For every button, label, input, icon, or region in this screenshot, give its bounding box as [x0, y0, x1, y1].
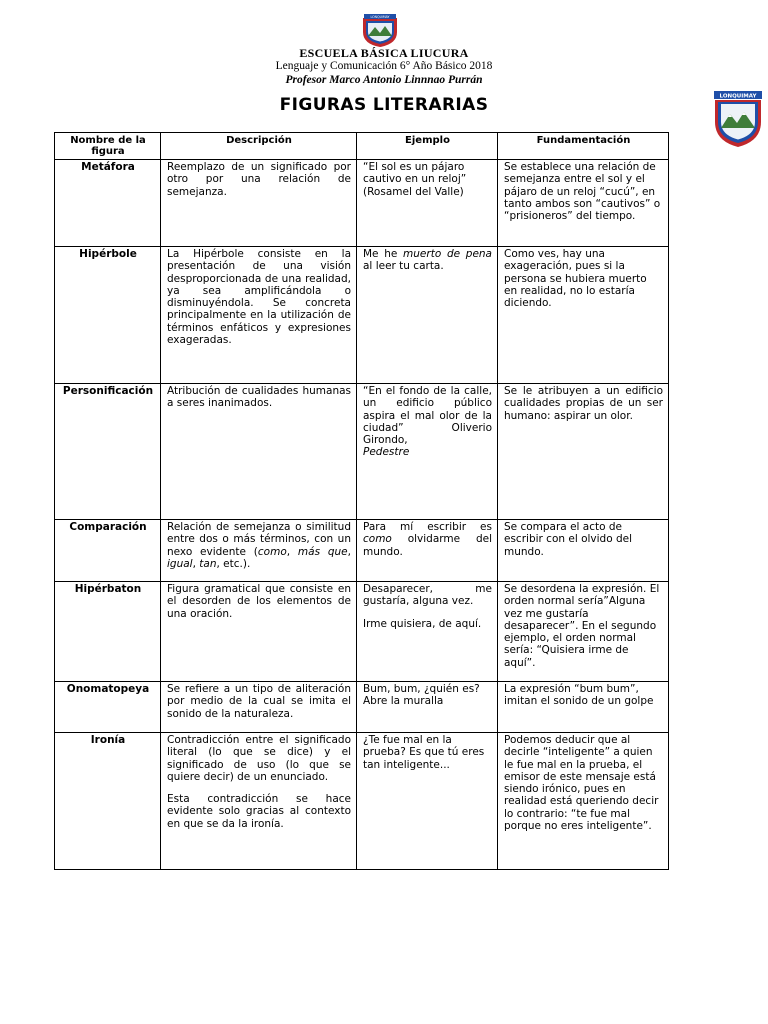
- table-row: [55, 582, 669, 682]
- figure-example: [357, 582, 498, 682]
- figure-description: Figura gramatical que consiste en el desorden de los elementos de una oración.: [161, 582, 357, 682]
- description-text: , etc.).: [216, 557, 251, 570]
- example-italic-text: como: [363, 533, 392, 546]
- school-crest-icon: [359, 12, 401, 48]
- description-paragraph: Contradicción entre el significado literal (lo que se dice) y el significado de uso (lo que se quiere decir) de un enunciado.: [167, 734, 351, 783]
- figure-basis: La expresión “bum bum”, imitan el sonido de un golpe: [498, 682, 669, 733]
- table-header-row: [55, 133, 669, 160]
- figure-name: Onomatopeya: [55, 682, 161, 733]
- description-text: ,: [192, 557, 200, 570]
- example-paragraph: Desaparecer, me gustaría, alguna vez.: [363, 583, 492, 608]
- figure-basis: Se establece una relación de semejanza entre el sol y el pájaro de un reloj “cucú”, en tanto ambos son “cautivos” o “prisioneros” del tiempo.: [498, 160, 669, 247]
- figure-example: Bum, bum, ¿quién es? Abre la muralla: [357, 682, 498, 733]
- figures-table: [54, 132, 669, 870]
- table-row: [55, 160, 669, 247]
- example-text: “En el fondo de la calle, un edificio público aspira el mal olor de la ciudad” Oliverio Girondo,: [363, 385, 492, 447]
- description-text: Relación de semejanza o similitud entre dos o más términos, con un nexo evidente (: [167, 521, 351, 558]
- figure-name: Hipérbaton: [55, 582, 161, 682]
- figure-description: La Hipérbole consiste en la presentación de una visión desproporcionada de una realidad, ya sea amplificándola o disminuyéndola. Se concreta principalmente en la utilización de términos enfáticos y expresiones exageradas.: [161, 247, 357, 384]
- description-italic-text: igual: [167, 557, 193, 570]
- table-row: [55, 682, 669, 733]
- example-paragraph: Irme quisiera, de aquí.: [363, 617, 482, 630]
- description-text: ,: [286, 545, 298, 558]
- figure-name: Personificación: [55, 384, 161, 520]
- example-italic-text: muerto de pena: [403, 248, 492, 260]
- figure-description: [161, 520, 357, 582]
- course-line: Lenguaje y Comunicación 6° Año Básico 2018: [275, 60, 493, 72]
- figure-name: Metáfora: [55, 160, 161, 247]
- example-text: Me he: [363, 248, 404, 260]
- description-paragraph: Esta contradicción se hace evidente solo gracias al contexto en que se da la ironía.: [167, 793, 351, 830]
- table-row: [55, 247, 669, 384]
- table-row: [55, 733, 669, 870]
- table-row: [55, 520, 669, 582]
- column-header-name: Nombre de la figura: [55, 133, 161, 160]
- logo-large-text: LONQUIMAY: [719, 93, 757, 100]
- column-header-description: Descripción: [161, 133, 357, 160]
- school-name: ESCUELA BÁSICA LIUCURA: [299, 46, 469, 60]
- example-text: olvidarme del mundo.: [363, 533, 492, 558]
- figure-example: [357, 247, 498, 384]
- figure-basis: Se compara el acto de escribir con el olvido del mundo.: [498, 520, 669, 582]
- figure-name: Hipérbole: [55, 247, 161, 384]
- figure-basis: Como ves, hay una exageración, pues si la persona se hubiera muerto en realidad, no lo estaría diciendo.: [498, 247, 669, 384]
- figure-example: “El sol es un pájaro cautivo en un reloj” (Rosamel del Valle): [357, 160, 498, 247]
- example-italic-text: Pedestre: [363, 446, 410, 459]
- description-italic-text: tan: [199, 557, 217, 570]
- description-text: ,: [347, 545, 351, 558]
- document-header: [0, 46, 768, 87]
- figure-basis: Se le atribuyen a un edificio cualidades propias de un ser humano: aspirar un olor.: [498, 384, 669, 520]
- description-italic-text: como: [257, 545, 287, 558]
- column-header-basis: Fundamentación: [498, 133, 669, 160]
- figure-example: [357, 384, 498, 520]
- figure-description: Se refiere a un tipo de aliteración por medio de la cual se imita el sonido de la naturaleza.: [161, 682, 357, 733]
- figure-basis: Se desordena la expresión. El orden normal sería”Alguna vez me gustaría desaparecer”. En el segundo ejemplo, el orden normal sería: “Quisiera irme de aquí”.: [498, 582, 669, 682]
- example-text: Para mí escribir es: [363, 521, 492, 533]
- description-italic-text: más que: [297, 545, 348, 558]
- figure-description: [161, 733, 357, 870]
- page-title: FIGURAS LITERARIAS: [279, 95, 489, 115]
- figure-name: Comparación: [55, 520, 161, 582]
- figure-name: Ironía: [55, 733, 161, 870]
- teacher-line: Profesor Marco Antonio Linnnao Purrán: [285, 74, 483, 86]
- column-header-example: Ejemplo: [357, 133, 498, 160]
- figure-example: ¿Te fue mal en la prueba? Es que tú eres tan inteligente...: [357, 733, 498, 870]
- figure-example: [357, 520, 498, 582]
- figure-description: Atribución de cualidades humanas a seres inanimados.: [161, 384, 357, 520]
- logo-small-text: LONQUIMAY: [370, 15, 390, 19]
- figure-description: Reemplazo de un significado por otro por una relación de semejanza.: [161, 160, 357, 247]
- example-text: al leer tu carta.: [363, 260, 444, 273]
- figure-basis: Podemos deducir que al decirle “inteligente” a quien le fue mal en la prueba, el emisor de este mensaje está siendo irónico, pues en realidad está queriendo decir lo contrario: “te fue mal porque no eres inteligente”.: [498, 733, 669, 870]
- table-row: [55, 384, 669, 520]
